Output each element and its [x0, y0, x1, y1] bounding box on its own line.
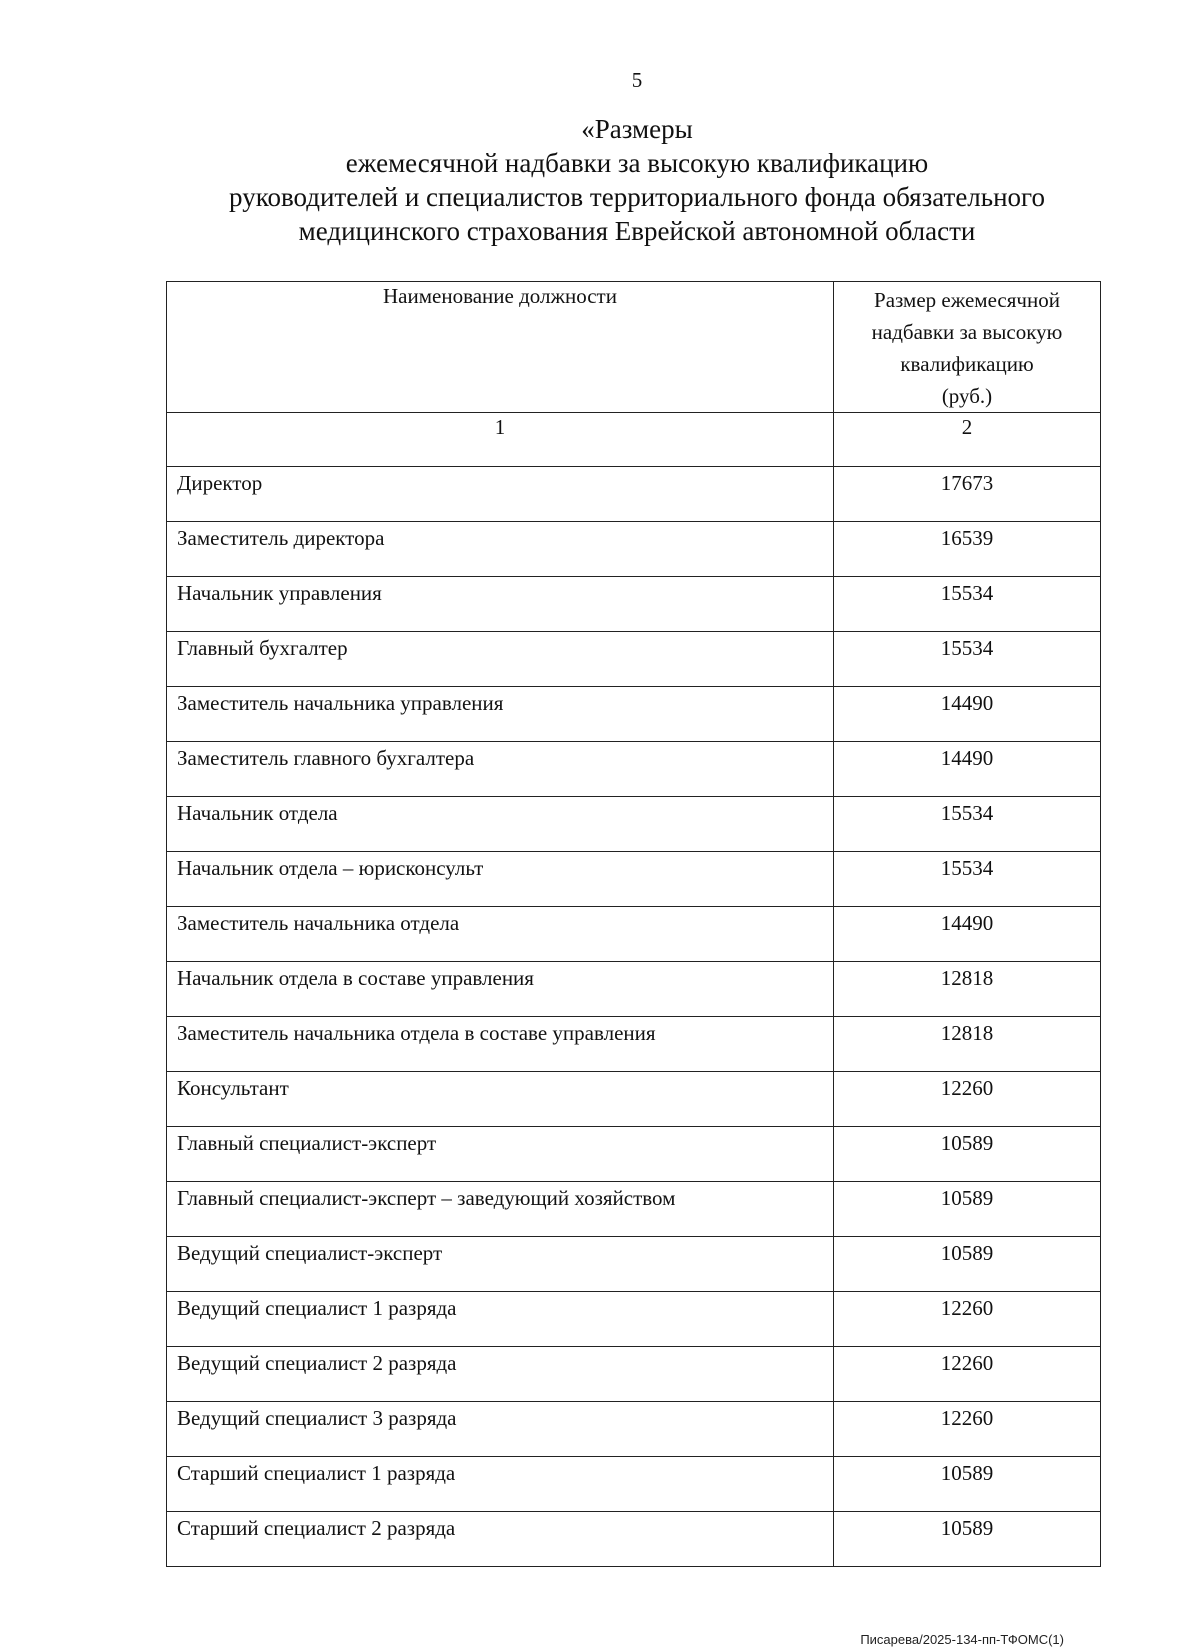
document-title: [0, 112, 1200, 248]
table-row: [167, 742, 1101, 797]
position-name-cell: Главный специалист-эксперт – заведующий хозяйством: [167, 1182, 834, 1237]
allowance-value-cell: 15534: [834, 632, 1101, 687]
position-name-cell: Ведущий специалист 1 разряда: [167, 1292, 834, 1347]
position-name-cell: Главный бухгалтер: [167, 632, 834, 687]
position-name-cell: Ведущий специалист-эксперт: [167, 1237, 834, 1292]
table-row: [167, 577, 1101, 632]
title-line-1: «Размеры: [581, 114, 693, 144]
table-row: [167, 467, 1101, 522]
position-name-cell: Заместитель начальника отдела в составе управления: [167, 1017, 834, 1072]
allowance-value-cell: 12260: [834, 1347, 1101, 1402]
allowance-value-cell: 14490: [834, 742, 1101, 797]
page-number: 5: [631, 68, 643, 92]
position-name-cell: Заместитель главного бухгалтера: [167, 742, 834, 797]
table-row: [167, 1347, 1101, 1402]
allowance-value-cell: 12260: [834, 1402, 1101, 1457]
column-number-1: 1: [167, 413, 834, 467]
allowance-value-cell: 15534: [834, 852, 1101, 907]
allowance-table: [166, 281, 1101, 1567]
allowance-value-cell: 10589: [834, 1512, 1101, 1567]
header-allowance-size: [834, 282, 1101, 413]
allowance-value-cell: 14490: [834, 907, 1101, 962]
position-name-cell: Консультант: [167, 1072, 834, 1127]
position-name-cell: Начальник отдела – юрисконсульт: [167, 852, 834, 907]
position-name-cell: Заместитель директора: [167, 522, 834, 577]
title-line-2: ежемесячной надбавки за высокую квалификацию: [345, 148, 929, 178]
table-row: [167, 852, 1101, 907]
header-allowance-line-3: квалификацию: [900, 352, 1034, 376]
title-line-4: медицинского страхования Еврейской автономной области: [298, 216, 976, 246]
position-name-cell: Директор: [167, 467, 834, 522]
position-name-cell: Главный специалист-эксперт: [167, 1127, 834, 1182]
table-row: [167, 1127, 1101, 1182]
position-name-cell: Начальник отдела: [167, 797, 834, 852]
allowance-value-cell: 10589: [834, 1182, 1101, 1237]
table-row: [167, 797, 1101, 852]
allowance-value-cell: 16539: [834, 522, 1101, 577]
header-allowance-line-2: надбавки за высокую: [871, 320, 1063, 344]
table-row: [167, 632, 1101, 687]
table-row: [167, 1292, 1101, 1347]
table-row: [167, 1237, 1101, 1292]
allowance-value-cell: 15534: [834, 797, 1101, 852]
table-row: [167, 907, 1101, 962]
table-row: [167, 522, 1101, 577]
allowance-value-cell: 14490: [834, 687, 1101, 742]
position-name-cell: Начальник управления: [167, 577, 834, 632]
title-line-3: руководителей и специалистов территориального фонда обязательного: [229, 182, 1045, 212]
position-name-cell: Начальник отдела в составе управления: [167, 962, 834, 1017]
allowance-value-cell: 10589: [834, 1457, 1101, 1512]
header-allowance-line-4: (руб.): [941, 384, 993, 408]
footer-document-code: Писарева/2025-134-пп-ТФОМС(1): [860, 1632, 1064, 1647]
table-row: [167, 1402, 1101, 1457]
table-header-row: [167, 282, 1101, 413]
column-number-row: [167, 413, 1101, 467]
table-row: [167, 1072, 1101, 1127]
allowance-value-cell: 12818: [834, 962, 1101, 1017]
allowance-value-cell: 15534: [834, 577, 1101, 632]
allowance-value-cell: 12260: [834, 1072, 1101, 1127]
column-number-2: 2: [834, 413, 1101, 467]
position-name-cell: Заместитель начальника управления: [167, 687, 834, 742]
header-position-name: Наименование должности: [167, 282, 834, 413]
allowance-value-cell: 12818: [834, 1017, 1101, 1072]
table-row: [167, 962, 1101, 1017]
position-name-cell: Ведущий специалист 2 разряда: [167, 1347, 834, 1402]
allowance-value-cell: 10589: [834, 1237, 1101, 1292]
table-row: [167, 1182, 1101, 1237]
table-row: [167, 1512, 1101, 1567]
header-allowance-line-1: Размер ежемесячной: [874, 288, 1060, 312]
position-name-cell: Старший специалист 1 разряда: [167, 1457, 834, 1512]
table-row: [167, 1457, 1101, 1512]
allowance-value-cell: 10589: [834, 1127, 1101, 1182]
position-name-cell: Ведущий специалист 3 разряда: [167, 1402, 834, 1457]
position-name-cell: Заместитель начальника отдела: [167, 907, 834, 962]
allowance-value-cell: 17673: [834, 467, 1101, 522]
position-name-cell: Старший специалист 2 разряда: [167, 1512, 834, 1567]
table-row: [167, 687, 1101, 742]
table-row: [167, 1017, 1101, 1072]
allowance-value-cell: 12260: [834, 1292, 1101, 1347]
